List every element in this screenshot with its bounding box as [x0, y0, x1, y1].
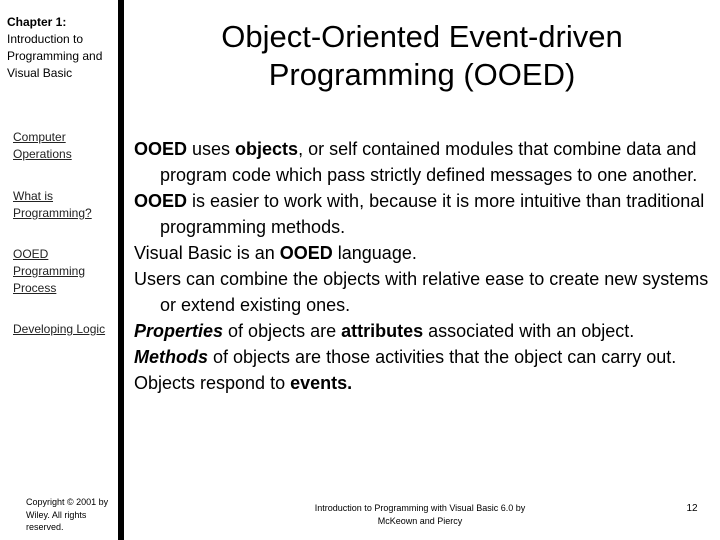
bullet-3: Visual Basic is an OOED language. — [134, 243, 417, 263]
term-ooed: OOED — [279, 243, 333, 263]
copyright-notice: Copyright © 2001 by Wiley. All rights reserved. — [26, 497, 109, 532]
chapter-title: Introduction to Programming and Visual Basic — [7, 32, 103, 80]
term-ooed: OOED — [134, 191, 188, 211]
bullet-4: Users can combine the objects with relative ease to create new systems or extend existing ones. — [134, 269, 709, 315]
sidebar — [0, 0, 118, 540]
footer-book-credit: Introduction to Programming with Visual Basic 6.0 by McKeown and Piercy — [314, 503, 526, 526]
term-properties: Properties — [134, 321, 224, 341]
chapter-heading — [7, 14, 115, 82]
term-attributes: attributes — [341, 321, 424, 341]
bullet-2: OOED is easier to work with, because it is more intuitive than traditional programming methods. — [134, 191, 705, 237]
page-number: 12 — [686, 503, 698, 514]
sidebar-link-developing-logic[interactable]: Developing Logic — [13, 322, 106, 336]
chapter-label: Chapter 1: — [7, 15, 67, 29]
slide-title: Object-Oriented Event-driven Programming (OOED) — [221, 19, 623, 92]
bullet-7: Objects respond to events. — [134, 373, 353, 393]
bullet-5: Properties of objects are attributes associated with an object. — [134, 321, 635, 341]
term-ooed: OOED — [134, 139, 188, 159]
bullet-1: OOED uses objects, or self contained modules that combine data and program code which pass strictly defined messages to one another. — [134, 139, 698, 185]
bullet-6: Methods of objects are those activities that the object can carry out. — [134, 347, 677, 367]
sidebar-link-ooed-programming-process[interactable]: OOED Programming Process — [13, 247, 86, 295]
term-methods: Methods — [134, 347, 208, 367]
slide-body — [134, 136, 714, 396]
term-events: events. — [290, 373, 353, 393]
sidebar-link-what-is-programming[interactable]: What is Programming? — [13, 189, 92, 220]
term-objects: objects — [235, 139, 299, 159]
sidebar-link-computer-operations[interactable]: Computer Operations — [13, 130, 72, 161]
